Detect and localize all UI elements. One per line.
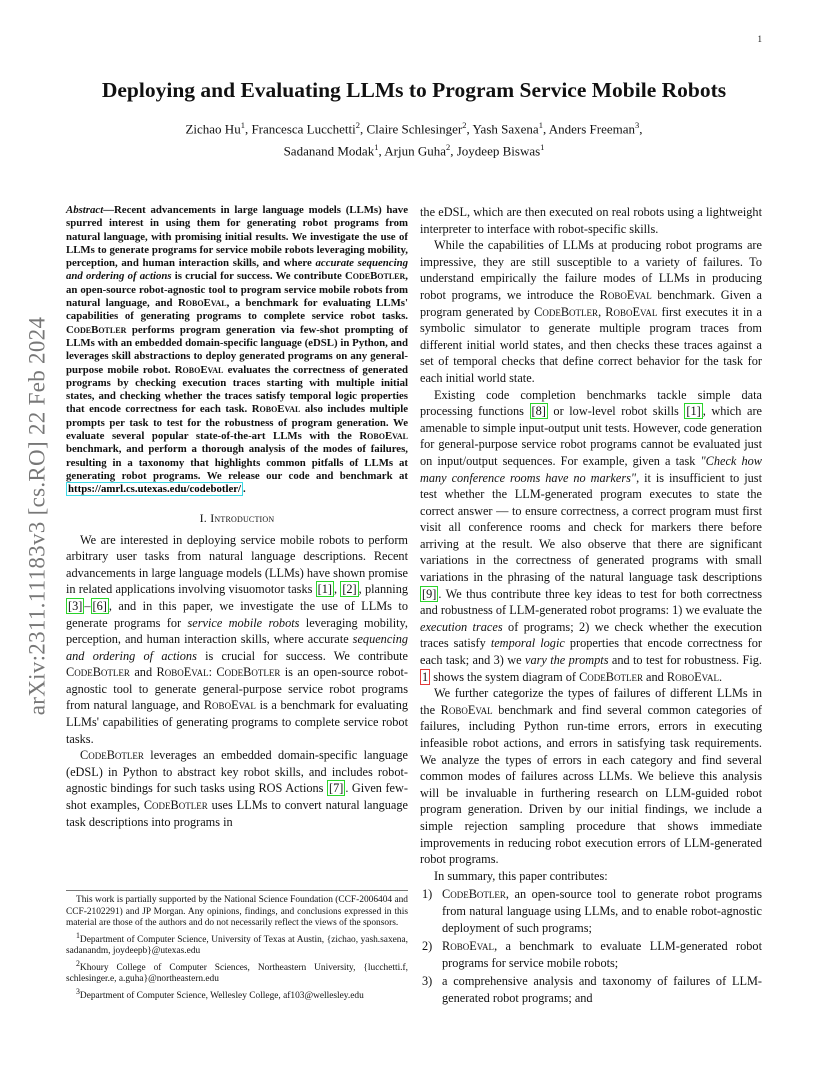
author: Francesca Lucchetti — [251, 121, 356, 137]
body-text: , — [598, 304, 606, 319]
list-item — [420, 886, 762, 936]
body-text: . We thus contribute three key ideas to test for both correctness and robustness of LLM-generated robot programs: 1) we evaluate the — [420, 586, 762, 618]
list-number: 3) — [422, 974, 433, 989]
author: Arjun Guha — [384, 143, 446, 159]
abstract-text: performs program generation via few-shot prompting of LLMs with an embedded domain-specific language (eDSL) in Python, and leverages skill abstractions to deploy generated programs on any general-purpose mobile robot. — [66, 323, 408, 376]
benchmark-name: RoboEval — [440, 702, 493, 717]
benchmark-name: RoboEval — [156, 665, 209, 680]
affiliation-mark: 2 — [355, 120, 361, 130]
author: Yash Saxena — [472, 121, 539, 137]
emphasis: service mobile robots — [187, 615, 300, 630]
section-heading — [66, 511, 408, 526]
body-text: is an open-source robot-agnostic tool to generate general-purpose service robot programs from natural language, and — [66, 665, 408, 713]
body-text: benchmark and find several common categories of failures, including Python run-time errors, errors in executing infeasible robot actions, and errors in satisfying task requirements. We analyze the types of errors in each category and find several common modes of failures across LLMs. We believe this analysis will be invaluable in furthering research on LLM-guided robot program generation. Driven by our initial findings, we include a simple rejection sampling procedure that shows immediate improvements in reducing robot execution errors of LLM-generated robot programs. — [420, 702, 762, 867]
affiliation-mark: 2 — [462, 120, 467, 130]
right-paragraph-3 — [420, 685, 762, 868]
abstract-text: , an open-source robot-agnostic tool to program service mobile robots from natural language, and — [66, 270, 408, 310]
abstract-text: is crucial for success. We contribute — [171, 270, 345, 283]
arxiv-identifier-banner — [22, 286, 52, 746]
citation-link[interactable]: [7] — [328, 781, 344, 796]
affiliation-mark: 1 — [538, 120, 543, 130]
section-heading-text: I. Introduction — [199, 510, 275, 525]
abstract-text: —Recent advancements in large language models (LLMs) have spurred interest in using them for generating robot programs from natural language, with promising initial results. We investigate the use of LLMs to generate programs for service mobile robots leveraging mobility, perception, and human interaction skills, and where — [66, 204, 408, 270]
body-text: first executes it in a symbolic simulator to generate multiple program traces from different initial world states, and then checks these traces against a set of temporal checks that define correct behavior for the task for each initial world state. — [420, 304, 763, 385]
list-item-text: , a benchmark to evaluate LLM-generated robot programs for service mobile robots; — [442, 939, 762, 970]
author: Zichao Hu — [185, 121, 241, 137]
funding-footnote: This work is partially supported by the National Science Foundation (CCF-2006404 and CCF-2102291) and JP Morgan. Any opinions, findings, and conclusions expressed in this material are those of the authors and do not necessarily reflect the views of the sponsors. — [66, 895, 408, 928]
body-text: leveraging mobility, perception, and human interaction skills, where accurate — [66, 615, 408, 647]
tool-name: CodeBotler — [579, 669, 643, 684]
right-paragraph-1 — [420, 237, 762, 386]
list-number: 2) — [422, 939, 433, 954]
author-list: Zichao Hu$^1$, Francesca Lucchetti$^2$, Claire Schlesinger$^2$, Yash Saxena$^1$, Anders Freeman$^3$, Sadanand Modak$^1$, Arjun Guha$^2$, Joydeep Biswas$^1$ — [185, 120, 643, 159]
affiliation-mark: 1 — [374, 142, 379, 153]
body-text: . — [718, 669, 723, 684]
body-text: or low-level robot skills — [547, 404, 685, 419]
right-paragraph-0: the eDSL, which are then executed on real robots using a lightweight interpreter to interface with robot-specific skills. — [420, 205, 762, 236]
footnote-text: Khoury College of Computer Sciences, Northeastern University, {lucchetti.f, schlesinger.e, a.guha}@northeastern.edu — [66, 962, 408, 985]
benchmark-name: RoboEval — [666, 669, 719, 684]
body-text: of programs; 2) we check whether the execution traces satisfy — [420, 619, 762, 651]
intro-paragraph-2 — [66, 747, 408, 830]
emphasis: vary the prompts — [525, 653, 609, 668]
abstract-text: , a benchmark for evaluating LLMs' capabilities of generating programs to complete service robot tasks. — [66, 297, 408, 323]
affiliation-footnote-2: $^2$Khoury College of Computer Sciences, Northeastern University, {lucchetti.f, schlesinger.e, a.guha}@northeastern.edu — [66, 958, 408, 985]
list-number: 1) — [422, 887, 433, 902]
right-paragraph-4: In summary, this paper contributes: — [434, 868, 608, 883]
affiliation-mark: 1 — [540, 142, 545, 153]
body-text: : — [208, 665, 217, 680]
body-text: While the capabilities of LLMs at producing robot programs are impressive, they are still susceptible to a variety of failures. To understand empirically the failure modes of LLMs in producing robot programs, we introduce the — [420, 238, 762, 302]
list-item-text: a comprehensive analysis and taxonomy of failures of LLM-generated robot programs; and — [442, 974, 762, 1005]
citation-link[interactable]: [9] — [422, 586, 437, 601]
citation-link[interactable]: [6] — [92, 598, 107, 613]
body-text: , planning — [358, 582, 409, 597]
tool-name: CodeBotler — [534, 304, 599, 319]
body-text: , it is insufficient to just test whether the LLM-generated program executes to state the correct answer — to ensure correctness, a correct program must first visit all conference rooms and check for markers there before arriving at the result. We also observe that there are significant variations in the correctness of generated programs with small variations in the phrasing of the natural language task descriptions — [420, 470, 762, 585]
body-text: and — [642, 669, 667, 684]
affiliation-mark: 1 — [240, 120, 245, 130]
benchmark-name: RoboEval — [442, 939, 495, 954]
abstract — [66, 204, 408, 497]
abstract-text: . — [243, 483, 246, 496]
benchmark-name: RoboEval — [203, 698, 256, 713]
body-text: We are interested in deploying service mobile robots to perform arbitrary user tasks from natural language descriptions. Recent advancements in large language models (LLMs) have shown promise in related applications involving visuomotor tasks — [66, 532, 408, 597]
tool-name: CodeBotler — [344, 270, 406, 283]
footnotes — [66, 890, 408, 1002]
contribution-list — [420, 886, 762, 1006]
tool-name: CodeBotler — [216, 665, 281, 680]
body-text: benchmark. Given a program generated by — [420, 287, 762, 319]
body-text: – — [84, 598, 91, 613]
author: Claire Schlesinger — [366, 121, 463, 137]
abstract-text: also includes multiple prompts per task to test for the robustness of program generation. We evaluate several popular state-of-the-art LLMs with the — [66, 403, 408, 443]
author: Joydeep Biswas — [456, 143, 541, 159]
tool-name: CodeBotler — [66, 665, 130, 680]
right-paragraph-2 — [420, 387, 762, 686]
author: Anders Freeman — [548, 121, 636, 137]
emphasis: execution traces — [420, 619, 503, 634]
abstract-text: benchmark, and perform a thorough analysis of the modes of failures, resulting in a taxonomy that highlights common pitfalls of LLMs at generating robot programs. We release our code and benchmark at — [66, 443, 408, 482]
abstract-text: evaluates the correctness of generated programs by checking execution traces starting with multiple initial states, and checking whether the traces satisfy temporal logic properties that encode correctness for each task. — [66, 363, 408, 416]
body-text: Existing code completion benchmarks tackle simple data processing functions — [420, 387, 762, 419]
author: Sadanand Modak — [283, 143, 375, 159]
benchmark-name: RoboEval — [177, 297, 227, 310]
body-text: , and in this paper, we investigate the use of LLMs to generate programs for — [66, 598, 408, 630]
benchmark-name: RoboEval — [251, 403, 301, 416]
affiliation-mark: 3 — [635, 120, 640, 130]
body-text: properties that encode correctness for each task; and 3) we — [420, 636, 762, 668]
benchmark-name: RoboEval — [599, 287, 652, 302]
body-text: uses LLMs to convert natural language task descriptions into programs in — [66, 798, 408, 829]
emphasis: temporal logic — [490, 636, 565, 651]
tool-name: CodeBotler — [442, 887, 506, 902]
emphasis: "Check how many conference rooms have no markers" — [420, 453, 762, 485]
left-column — [66, 204, 408, 830]
citation-link[interactable]: [2] — [342, 582, 357, 597]
citation-link[interactable]: [8] — [531, 404, 546, 419]
paper-title: Deploying and Evaluating LLMs to Program Service Mobile Robots — [101, 78, 727, 102]
footnote-text: Department of Computer Science, Wellesley College, af103@wellesley.edu — [79, 990, 364, 1001]
body-text: . Given few-shot examples, — [66, 781, 408, 813]
affiliation-footnote-3: $^3$Department of Computer Science, Wellesley College, af103@wellesley.edu — [76, 986, 364, 1001]
abstract-emphasis: accurate sequencing and ordering of actions — [66, 257, 409, 283]
body-text: , which are amenable to simple input-output unit tests. However, code generation for general-purpose service robot programs cannot be evaluated just on input/output sequences. For example, given a task — [420, 404, 762, 468]
body-text: We further categorize the types of failures of different LLMs in the — [420, 686, 762, 717]
tool-name: CodeBotler — [80, 748, 144, 763]
benchmark-link[interactable]: https://amrl.cs.utexas.edu/codebotler/ — [68, 483, 242, 496]
figure-link[interactable]: 1 — [422, 669, 429, 684]
body-text: , — [333, 582, 341, 597]
citation-link[interactable]: [3] — [68, 598, 83, 613]
body-text: is crucial for success. We contribute — [196, 648, 408, 663]
affiliation-footnote-1: $^1$Department of Computer Science, University of Texas at Austin, {zichao, yash.saxena, sadanandm, joydeepb}@utexas.edu — [66, 930, 408, 957]
body-text: and to test for robustness. Fig. — [608, 653, 762, 668]
benchmark-name: RoboEval — [605, 304, 658, 319]
body-text: shows the system diagram of — [430, 669, 580, 684]
body-text: is a benchmark for evaluating LLMs' capabilities of generating programs to complete service robot tasks. — [66, 698, 409, 746]
tool-name: CodeBotler — [66, 323, 127, 336]
affiliation-mark: 2 — [446, 142, 451, 153]
list-item — [420, 938, 762, 971]
arxiv-identifier: arXiv:2311.11183v3 [cs.RO] 22 Feb 2024 — [24, 316, 49, 716]
emphasis: sequencing and ordering of actions — [66, 632, 408, 663]
tool-name: CodeBotler — [143, 798, 208, 813]
footnote-text: Department of Computer Science, University of Texas at Austin, {zichao, yash.saxena, sadanandm, joydeepb}@utexas.edu — [66, 934, 408, 957]
body-text: and — [129, 665, 157, 680]
list-item-text: , an open-source tool to generate robot programs from natural language using LLMs, and to enable robot-agnostic deployment of such programs; — [442, 887, 762, 935]
abstract-label: Abstract — [66, 204, 104, 216]
page-number: 1 — [757, 34, 762, 44]
intro-paragraph-1 — [66, 532, 408, 748]
citation-link[interactable]: [1] — [317, 582, 332, 597]
right-column — [420, 204, 762, 1009]
benchmark-name: RoboEval — [359, 430, 408, 443]
list-item — [420, 973, 762, 1006]
benchmark-name: RoboEval — [174, 363, 224, 376]
citation-link[interactable]: [1] — [686, 404, 701, 419]
body-text: leverages an embedded domain-specific language (eDSL) in Python to abstract key robot skills, and includes robot-agnostic bindings for such tasks using ROS Actions — [66, 748, 408, 796]
